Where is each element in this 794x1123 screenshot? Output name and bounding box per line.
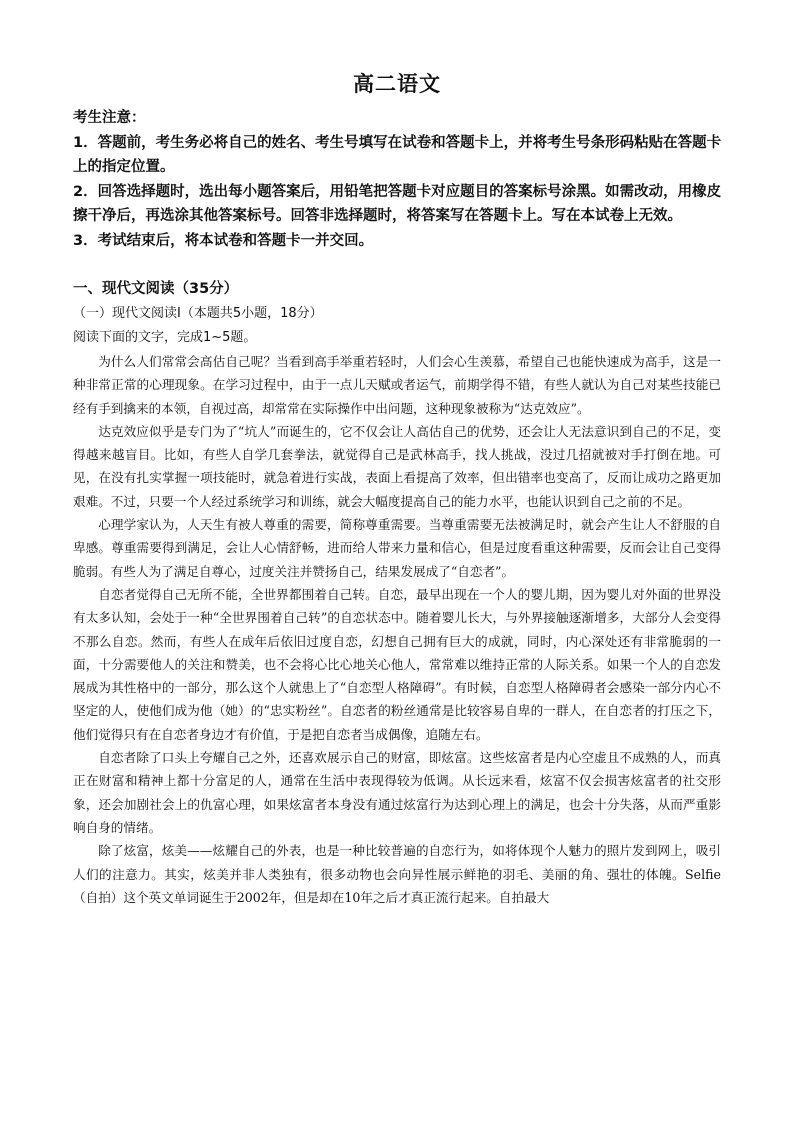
- page-title: 高二语文: [353, 72, 441, 96]
- notice-item-3: 3．考试结束后，将本试卷和答题卡一并交回。: [73, 232, 374, 249]
- passage-paragraph: 自恋者觉得自己无所不能，全世界都围着自己转。自恋，最早出现在一个人的婴儿期，因为婴儿对外面的世界没有太多认知，会处于一种“全世界围着自己转”的自恋状态中。随着婴儿长大，与外界接触逐渐增多，大部分人会变得不那么自恋。然而，有些人在成年后依旧过度自恋，幻想自己拥有巨大的成就，同时，内心深处还有非常脆弱的一面，十分需要他人的关注和赞美，也不会将心比心地关心他人，常常难以维持正常的人际关系。如果一个人的自恋发展成为其性格中的一部分，那么这个人就患上了“自恋型人格障碍”。有时候，自恋型人格障碍者会感染一部分内心不坚定的人，使他们成为他（她）的“忠实粉丝”。自恋者的粉丝通常是比较容易自卑的一群人，在自恋者的打压之下，他们觉得只有在自恋者身边才有价值，于是把自恋者当成偶像，追随左右。: [73, 586, 721, 742]
- passage-paragraph: 达克效应似乎是专门为了“坑人”而诞生的，它不仅会让人高估自己的优势，还会让人无法意识到自己的不足，变得越来越盲目。比如，有些人自学几套拳法，就觉得自己是武林高手，找人挑战，没过几招就被对手打倒在地。可见，在没有扎实掌握一项技能时，就急着进行实战，表面上看提高了效率，但出错率也变高了，反而让成功之路更加艰难。不过，只要一个人经过系统学习和训练，就会大幅度提高自己的能力水平，也能认识到自己之前的不足。: [73, 423, 721, 509]
- passage-paragraph: 为什么人们常常会高估自己呢？当看到高手举重若轻时，人们会心生羡慕，希望自己也能快速成为高手，这是一种非常正常的心理现象。在学习过程中，由于一点儿天赋或者运气，前期学得不错，有些人就认为自己对某些技能已经有手到擒来的本领，自视过高，却常常在实际操作中出问题，这种现象被称为“达克效应”。: [73, 354, 721, 416]
- passage-paragraph: 除了炫富，炫美——炫耀自己的外表，也是一种比较普遍的自恋行为，如将体现个人魅力的照片发到网上，吸引人们的注意力。其实，炫美并非人类独有，很多动物也会向异性展示鲜艳的羽毛、美丽的角、强壮的体魄。Selfie（自拍）这个英文单词诞生于2002年，但是却在10年之后才真正流行起来。自拍最大: [73, 843, 721, 905]
- subsection-heading: （一）现代文阅读Ⅰ（本题共5小题，18分）: [73, 306, 323, 321]
- exam-notice: [73, 106, 723, 253]
- notice-item-1: 1．答题前，考生务必将自己的姓名、考生号填写在试卷和答题卡上，并将考生号条形码粘贴在答题卡上的指定位置。: [73, 134, 722, 175]
- passage-paragraph: 自恋者除了口头上夸耀自己之外，还喜欢展示自己的财富，即炫富。这些炫富者是内心空虚且不成熟的人，而真正在财富和精神上都十分富足的人，通常在生活中表现得较为低调。从长远来看，炫富不仅会损害炫富者的社交形象，还会加剧社会上的仇富心理，如果炫富者本身没有通过炫富行为达到心理上的满足，也会十分失落，从而严重影响自身的情绪。: [73, 750, 721, 835]
- section-heading: 一、现代文阅读（35分）: [73, 281, 239, 297]
- passage-paragraph: 心理学家认为，人天生有被人尊重的需要，简称尊重需要。当尊重需要无法被满足时，就会产生让人不舒服的自卑感。尊重需要得到满足，会让人心情舒畅，进而给人带来力量和信心，但是过度看重这种需要，反而会让自己变得脆弱。有些人为了满足自尊心，过度关注并赞扬自己，结果发展成了“自恋者”。: [73, 517, 721, 579]
- notice-heading: 考生注意：: [73, 110, 146, 126]
- reading-instruction: 阅读下面的文字，完成1~5题。: [73, 330, 257, 345]
- notice-item-2: 2．回答选择题时，选出每小题答案后，用铅笔把答题卡对应题目的答案标号涂黑。如需改动，用橡皮擦干净后，再选涂其他答案标号。回答非选择题时，将答案写在答题卡上。写在本试卷上无效。: [73, 183, 722, 224]
- reading-passage: [73, 350, 721, 909]
